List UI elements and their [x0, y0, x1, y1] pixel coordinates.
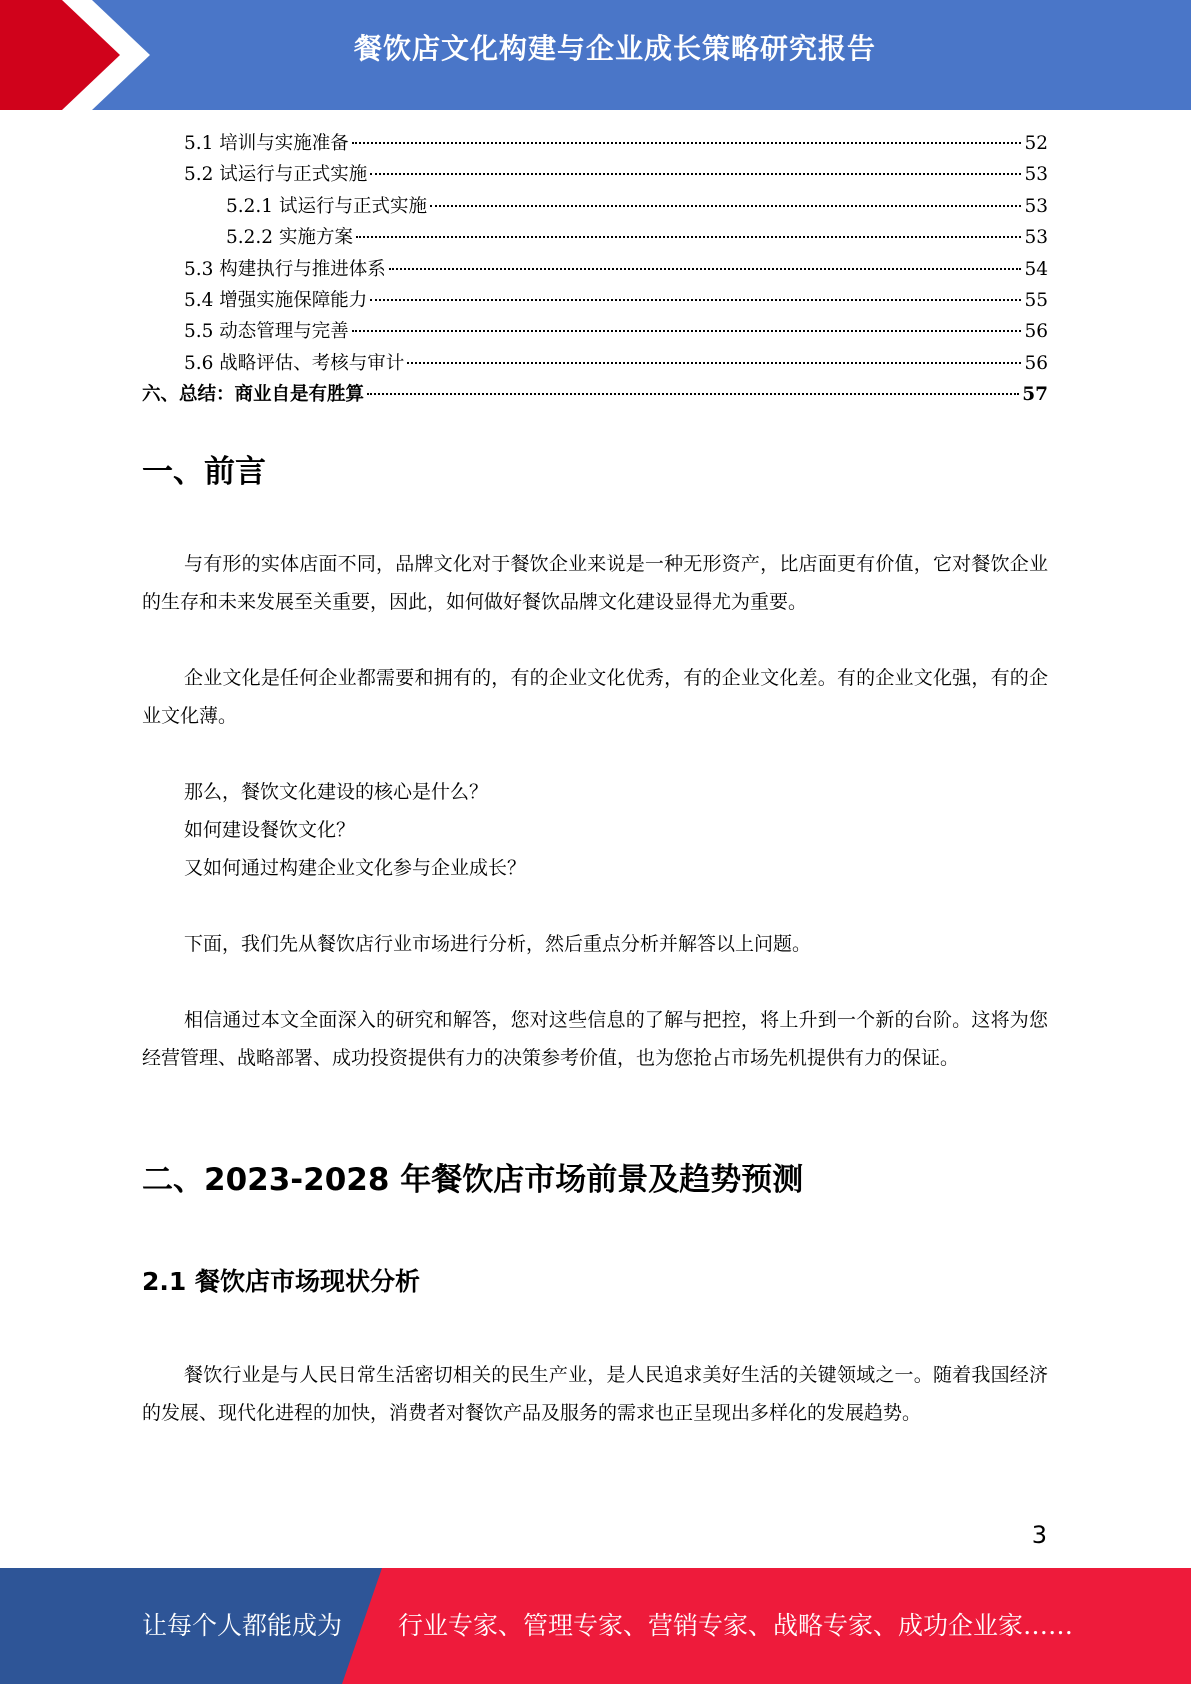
toc-entry[interactable] — [142, 285, 1048, 316]
toc-entry-label: 5.3 构建执行与推进体系 — [184, 258, 386, 280]
question-line: 如何建设餐饮文化？ — [184, 819, 356, 841]
toc-entry[interactable] — [142, 348, 1048, 379]
toc-entry-page: 53 — [1024, 227, 1048, 249]
body-paragraph: 与有形的实体店面不同，品牌文化对于餐饮企业来说是一种无形资产，比店面更有价值，它对餐饮企业的生存和未来发展至关重要，因此，如何做好餐饮品牌文化建设显得尤为重要。 — [142, 553, 1048, 613]
toc-leader-dots — [389, 268, 1022, 270]
toc-entry-page: 52 — [1024, 133, 1048, 154]
question-line: 那么，餐饮文化建设的核心是什么？ — [184, 781, 489, 803]
toc-entry-page: 56 — [1024, 321, 1048, 343]
document-title: 餐饮店文化构建与企业成长策略研究报告 — [353, 32, 876, 65]
toc-entry-page: 57 — [1022, 384, 1048, 406]
toc-entry-label: 六、总结：商业自是有胜算 — [142, 384, 365, 406]
body-paragraph: 相信通过本文全面深入的研究和解答，您对这些信息的了解与把控，将上升到一个新的台阶。这将为您经营管理、战略部署、成功投资提供有力的决策参考价值，也为您抢占市场先机提供有力的保证。 — [142, 1009, 1048, 1069]
toc-entry[interactable] — [142, 128, 1048, 159]
toc-leader-dots — [352, 142, 1022, 144]
toc-entry-label: 5.2.2 实施方案 — [226, 227, 353, 249]
toc-entry-page: 55 — [1024, 289, 1048, 311]
toc-entry[interactable] — [142, 159, 1048, 190]
toc-entry-label: 5.6 战略评估、考核与审计 — [184, 352, 405, 374]
toc-leader-dots — [352, 330, 1022, 332]
footer-slogan-roles: 行业专家、管理专家、营销专家、战略专家、成功企业家…… — [398, 1611, 1074, 1640]
body-paragraph: 企业文化是任何企业都需要和拥有的，有的企业文化优秀，有的企业文化差。有的企业文化强，有的企业文化薄。 — [142, 667, 1048, 727]
page-header — [0, 0, 1191, 110]
toc-leader-dots — [407, 362, 1021, 364]
toc-entry-label: 5.4 增强实施保障能力 — [184, 289, 368, 311]
body-paragraph: 下面，我们先从餐饮店行业市场进行分析，然后重点分析并解答以上问题。 — [184, 933, 812, 955]
subsection-heading: 2.1 餐饮店市场现状分析 — [142, 1267, 420, 1296]
toc-entry[interactable] — [142, 222, 1048, 253]
toc-entry-page: 56 — [1024, 352, 1048, 374]
section-heading-market-outlook: 二、2023-2028 年餐饮店市场前景及趋势预测 — [142, 1162, 804, 1198]
question-line: 又如何通过构建企业文化参与企业成长？ — [184, 857, 527, 879]
toc-entry-page: 54 — [1024, 258, 1048, 280]
toc-entry[interactable] — [142, 191, 1048, 222]
toc-entry[interactable] — [142, 379, 1048, 410]
section-heading-preface: 一、前言 — [142, 454, 266, 490]
toc-entry-page: 53 — [1024, 195, 1048, 217]
toc-leader-dots — [367, 393, 1019, 395]
toc-entry-page: 53 — [1024, 164, 1048, 186]
footer-slogan-lead: 让每个人都能成为 — [142, 1611, 343, 1640]
body-paragraph: 餐饮行业是与人民日常生活密切相关的民生产业，是人民追求美好生活的关键领域之一。随着我国经济的发展、现代化进程的加快，消费者对餐饮产品及服务的需求也正呈现出多样化的发展趋势。 — [142, 1364, 1048, 1424]
table-of-contents — [142, 128, 1048, 411]
toc-entry-label: 5.2.1 试运行与正式实施 — [226, 195, 427, 217]
toc-entry[interactable] — [142, 316, 1048, 347]
toc-leader-dots — [370, 173, 1021, 175]
toc-leader-dots — [356, 236, 1022, 238]
page-footer — [0, 1568, 1191, 1684]
toc-entry-label: 5.5 动态管理与完善 — [184, 321, 349, 343]
toc-entry-label: 5.1 培训与实施准备 — [184, 133, 349, 154]
toc-leader-dots — [430, 205, 1021, 207]
toc-leader-dots — [370, 299, 1021, 301]
toc-entry-label: 5.2 试运行与正式实施 — [184, 164, 368, 186]
page-number: 3 — [1031, 1521, 1047, 1549]
toc-entry[interactable] — [142, 254, 1048, 285]
